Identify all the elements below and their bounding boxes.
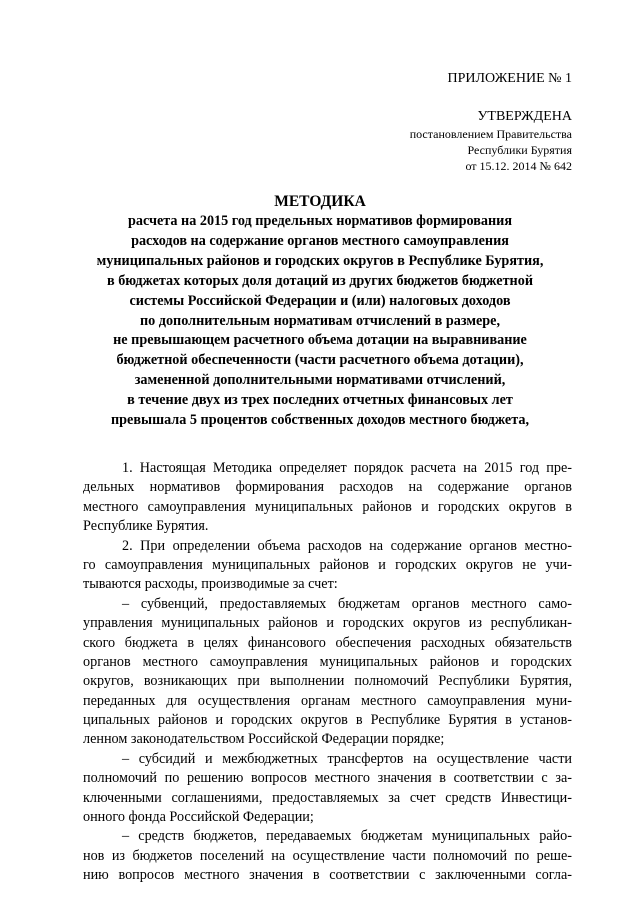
body-text xyxy=(83,459,572,886)
paragraph-line: нов из бюджетов поселений на осуществление части полномочий по реше- xyxy=(83,847,572,864)
title-subtitle-line: муниципальных районов и городских округов в Республике Бурятия, xyxy=(96,252,544,269)
paragraph-line: органов местного самоуправления муниципальных районов и городских xyxy=(83,653,572,670)
document-title: МЕТОДИКА xyxy=(274,193,366,210)
paragraph-line: ключенными соглашениями, предоставляемых за счет средств Инвестици- xyxy=(83,789,572,806)
title-subtitle-line: в бюджетах которых доля дотаций из других бюджетов бюджетной xyxy=(106,272,533,289)
approval-line: Республики Бурятия xyxy=(467,143,572,157)
title-subtitle-line: расходов на содержание органов местного самоуправления xyxy=(131,232,509,249)
paragraph-line: управления муниципальных районов и городских округов из республикан- xyxy=(83,615,572,632)
paragraph-line: – субвенций, предоставляемых бюджетам органов местного само- xyxy=(122,595,572,612)
paragraph-line: ского бюджета в целях финансового обеспечения расходных обязательств xyxy=(83,634,572,651)
paragraph-line: Республике Бурятия. xyxy=(83,518,209,535)
paragraph-line: переданных для осуществления органам местного самоуправления муни- xyxy=(83,692,572,709)
approval-line: постановлением Правительства xyxy=(409,127,572,141)
title-subtitle-line: бюджетной обеспеченности (части расчетного объема дотации), xyxy=(116,352,524,369)
paragraph-line: ленном законодательством Российской Федерации порядке; xyxy=(83,731,445,748)
paragraph-line: – средств бюджетов, передаваемых бюджетам муниципальных райо- xyxy=(122,828,572,845)
approved-label: УТВЕРЖДЕНА xyxy=(477,109,572,124)
paragraph-line: – субсидий и межбюджетных трансфертов на осуществление части xyxy=(122,750,572,767)
paragraph-line: полномочий по решению вопросов местного значения в соответствии с за- xyxy=(83,770,572,787)
approval-header xyxy=(410,70,572,174)
paragraph-line: дельных нормативов формирования расходов на содержание органов xyxy=(83,479,572,496)
title-subtitle-line: замененной дополнительными нормативами отчислений, xyxy=(134,372,506,389)
paragraph-line: го самоуправления муниципальных районов и городских округов не учи- xyxy=(83,556,572,573)
paragraph-line: округов, возникающих при выполнении полномочий Республики Бурятия, xyxy=(83,673,572,690)
document-title-block xyxy=(60,192,580,431)
paragraph-line: онного фонда Российской Федерации; xyxy=(83,809,314,826)
paragraph-line: 2. При определении объема расходов на содержание органов местно- xyxy=(122,537,572,554)
title-subtitle-line: не превышающем расчетного объема дотации на выравнивание xyxy=(113,332,527,349)
paragraph-line: тываются расходы, производимые за счет: xyxy=(83,576,338,593)
approval-line: от 15.12. 2014 № 642 xyxy=(465,159,572,173)
paragraph-line: ципальных районов и городских округов в Республике Бурятия в установ- xyxy=(83,712,572,729)
appendix-label: ПРИЛОЖЕНИЕ № 1 xyxy=(447,71,572,86)
title-subtitle-line: расчета на 2015 год предельных нормативов формирования xyxy=(127,213,513,229)
title-subtitle-line: превышала 5 процентов собственных доходов местного бюджета, xyxy=(110,412,529,429)
paragraph-line: нию вопросов местного значения в соответствии с заключенными согла- xyxy=(83,867,572,884)
title-subtitle-line: системы Российской Федерации и (или) налоговых доходов xyxy=(129,292,511,309)
title-subtitle-line: по дополнительным нормативам отчислений в размере, xyxy=(139,312,501,329)
title-subtitle-line: в течение двух из трех последних отчетных финансовых лет xyxy=(127,392,513,409)
paragraph-line: местного самоуправления муниципальных районов и городских округов в xyxy=(83,498,572,515)
paragraph-line: 1. Настоящая Методика определяет порядок расчета на 2015 год пре- xyxy=(122,460,572,476)
